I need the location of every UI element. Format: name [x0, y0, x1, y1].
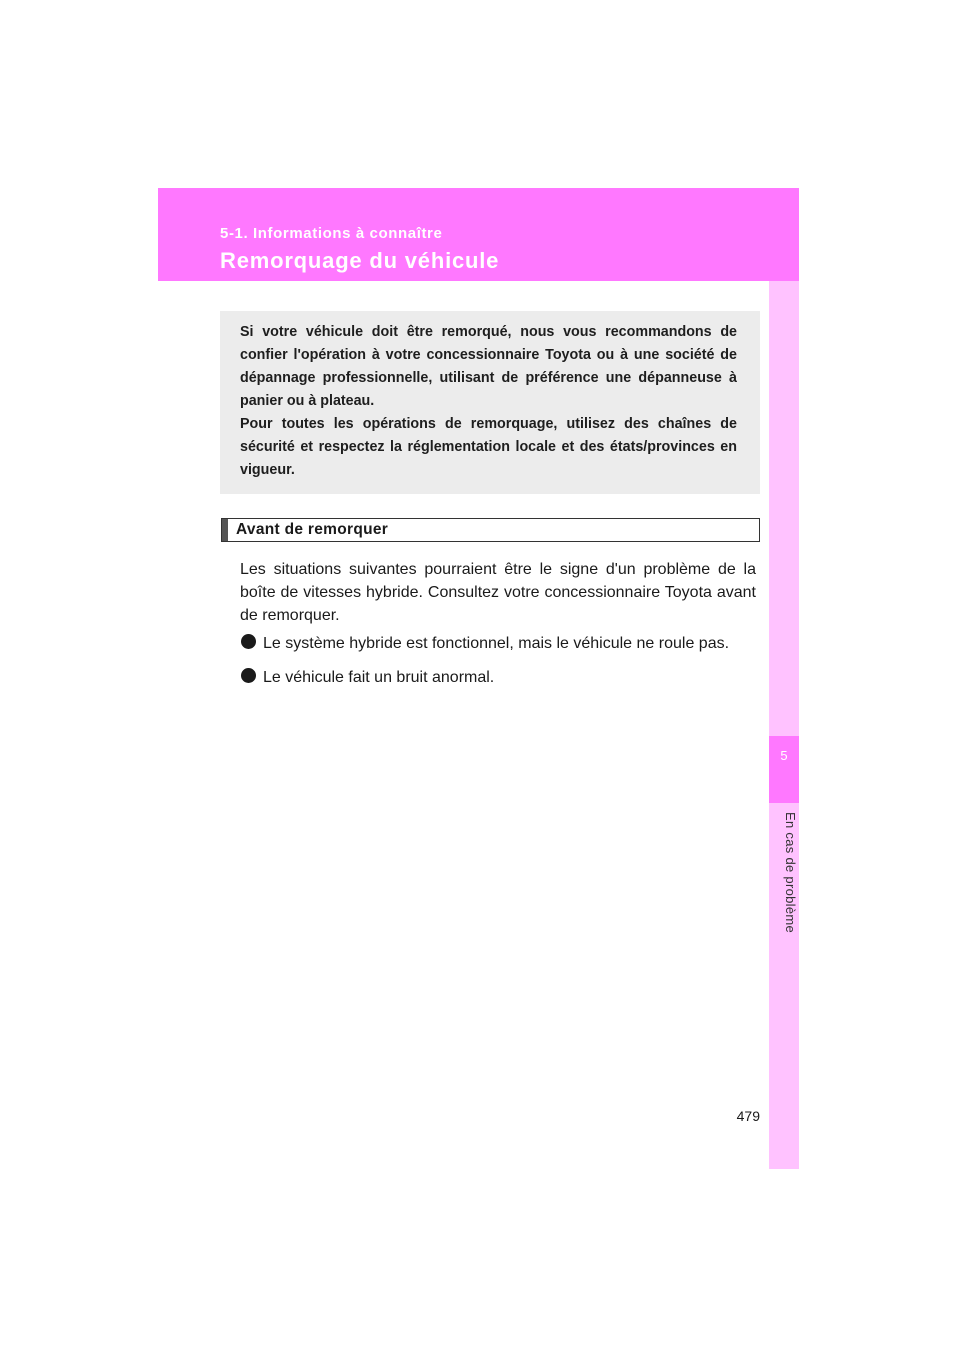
section-label: 5-1. Informations à connaître	[220, 225, 443, 242]
subsection-heading-text: Avant de remorquer	[236, 521, 389, 538]
heading-marker	[222, 519, 228, 541]
bullet-icon	[241, 668, 256, 683]
list-item-text: Le système hybride est fonctionnel, mais le véhicule ne roule pas.	[263, 635, 730, 652]
page-number: 479	[736, 1108, 760, 1124]
chapter-number: 5	[780, 748, 788, 763]
page-title: Remorquage du véhicule	[220, 248, 500, 273]
chapter-tab[interactable]	[769, 736, 799, 803]
subsection-heading	[221, 518, 760, 542]
page-header	[158, 188, 799, 281]
list-item	[240, 667, 494, 689]
list-item-text: Le véhicule fait un bruit anormal.	[263, 669, 495, 686]
info-box-text: Si votre véhicule doit être remorqué, nous vous recommandons de confier l'opération à votre concessionnaire Toyota ou à une société de dépannage professionnelle, utilisant de préférence une dépanneuse à panier ou à plateau.	[240, 324, 737, 409]
intro-paragraph: Les situations suivantes pourraient être le signe d'un problème de la boîte de vitesses hybride. Consultez votre concessionnaire Toyota avant de remorquer.	[240, 561, 756, 624]
chapter-side-strip	[769, 281, 799, 1169]
list-item	[240, 633, 729, 655]
chapter-title: En cas de problème	[783, 812, 798, 934]
info-box	[220, 311, 760, 494]
bullet-icon	[241, 634, 256, 649]
info-box-text-2: Pour toutes les opérations de remorquage, utilisez des chaînes de sécurité et respectez la réglementation locale et des états/provinces en vigueur.	[240, 416, 737, 478]
